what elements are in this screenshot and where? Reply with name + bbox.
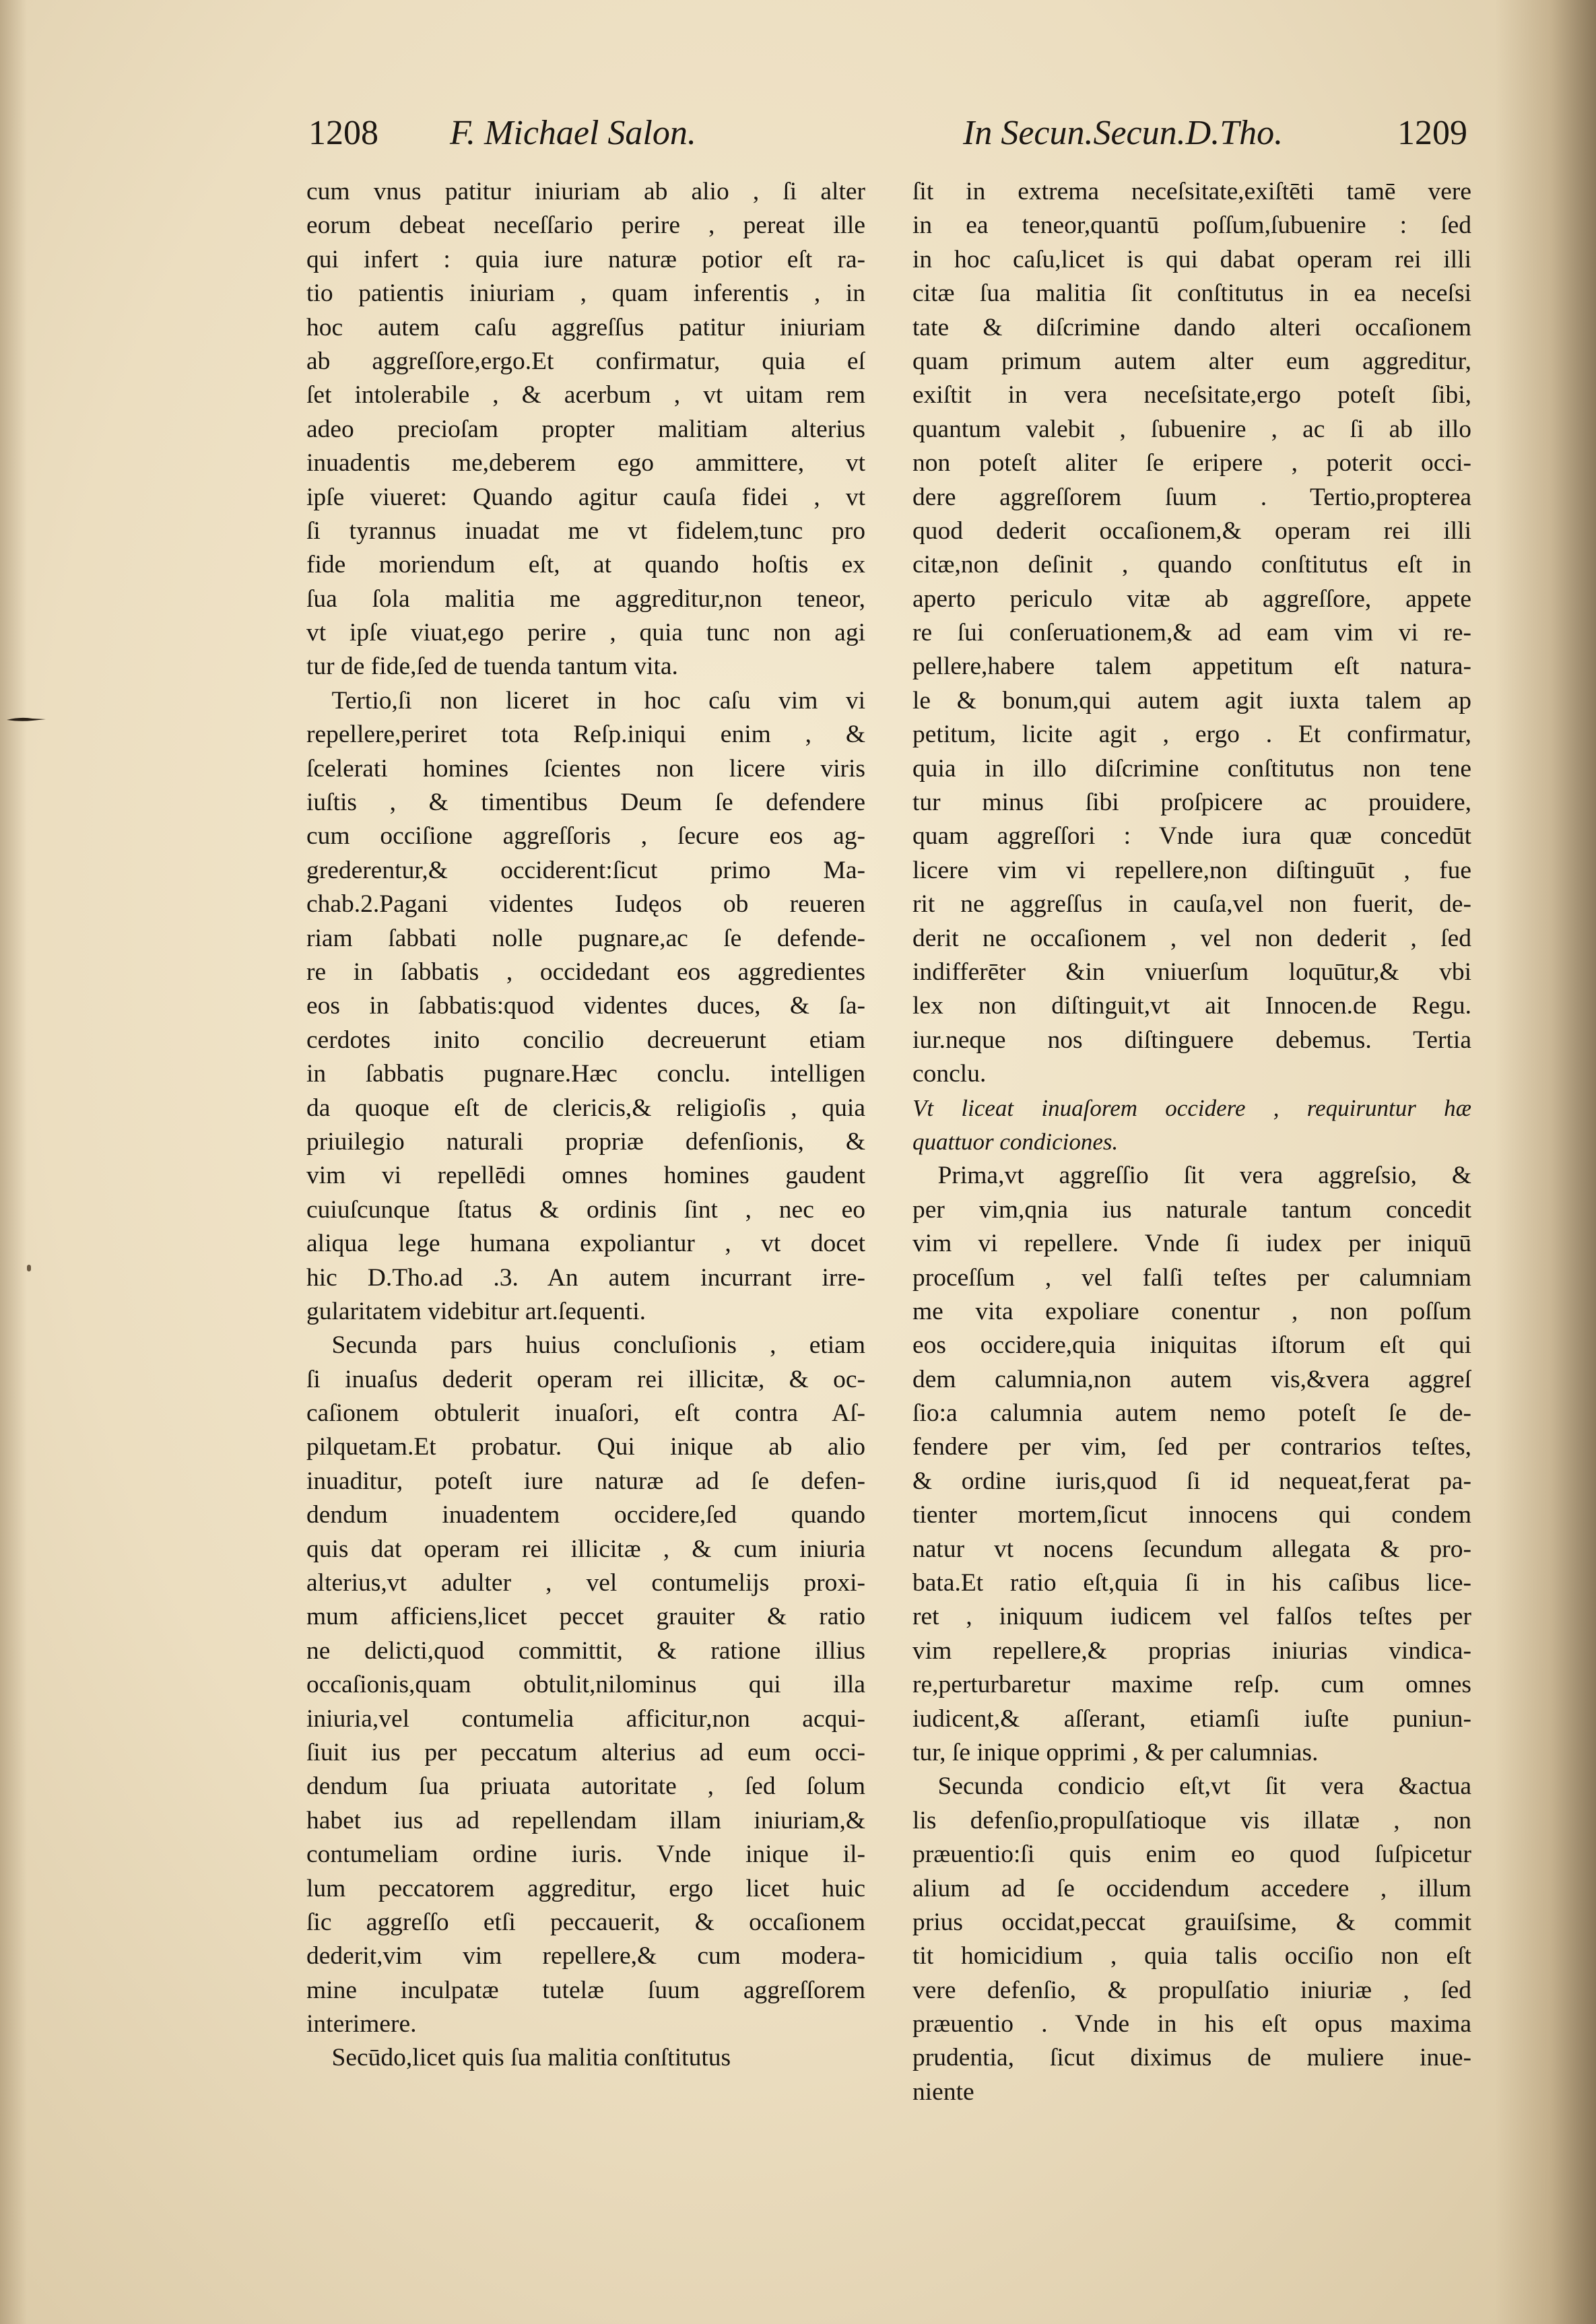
text-line: riam ſabbati nolle pugnare,ac ſe defende- [306,924,865,952]
text-line: præuentio:ſi quis enim eo quod ſuſpicetur [912,1840,1471,1869]
text-line: in hoc caſu,licet is qui dabat operam rei illi [912,245,1471,273]
text-line: repellere,periret tota Reſp.iniqui enim , & [306,721,865,749]
text-line: mum afficiens,licet peccet grauiter & ratio [306,1603,865,1631]
text-line: tur, ſe inique opprimi , & per calumnias. [912,1738,1319,1766]
text-line: alium ad ſe occidendum accedere , illum [912,1874,1471,1902]
text-line: tur minus ſibi proſpicere ac prouidere, [912,789,1471,817]
text-line: quam aggreſſori : Vnde iura quæ concedūt [912,822,1471,851]
text-line: inuadentis me,deberem ego ammittere, vt [306,449,865,477]
text-line: inuaditur, poteſt iure naturæ ad ſe defen- [306,1467,865,1495]
section-heading-line: Vt liceat inuaſorem occidere , requiruntur hæ [912,1094,1471,1121]
text-line: mine inculpatæ tutelæ ſuum aggreſſorem [306,1976,865,2004]
text-line: priuilegio naturali propriæ defenſionis, & [306,1127,865,1156]
text-line: exiſtit in vera neceſsitate,ergo poteſt ſibi, [912,381,1471,409]
text-line: Secunda pars huius concluſionis , etiam [306,1331,865,1360]
text-line: interimere. [306,2010,417,2038]
text-line: cuiuſcunque ſtatus & ordinis ſint , nec eo [306,1195,865,1224]
text-line: ret , iniquum iudicem vel falſos teſtes per [912,1603,1471,1631]
text-line: quam primum autem alter eum aggreditur, [912,347,1471,375]
text-line: lum peccatorem aggreditur, ergo licet huic [306,1874,865,1902]
left-text-column [306,175,865,2076]
text-line: da quoque eſt de clericis,& religioſis , quia [306,1094,865,1122]
text-line: tit homicidium , quia talis occiſio non eſt [912,1942,1471,1970]
text-line: ſi tyrannus inuadat me vt fidelem,tunc pro [306,517,865,545]
text-line: ſi inuaſus dederit operam rei illicitæ, & oc- [306,1365,865,1393]
text-line: citæ,non deſinit , quando conſtitutus eſt in [912,551,1471,579]
text-line: tate & diſcrimine dando alteri occaſionem [912,313,1471,341]
text-line: prius occidat,peccat grauiſsime, & commit [912,1908,1471,1936]
text-line: re,perturbaretur maxime reſp. cum omnes [912,1671,1471,1699]
text-line: lex non diſtinguit,vt ait Innocen.de Regu. [912,992,1471,1020]
text-line: præuentio . Vnde in his eſt opus maxima [912,2010,1471,2038]
text-line: bata.Et ratio eſt,quia ſi in his caſibus lice- [912,1569,1471,1597]
text-line: habet ius ad repellendam illam iniuriam,& [306,1806,865,1834]
text-line: quod dederit occaſionem,& operam rei illi [912,517,1471,545]
right-running-title: In Secun.Secun.D.Tho. [963,114,1284,152]
text-line: hic D.Tho.ad .3. An autem incurrant irre- [306,1263,865,1292]
left-running-title: F. Michael Salon. [450,114,696,152]
text-line: ſiuit ius per peccatum alterius ad eum occi- [306,1738,865,1766]
text-line: ne delicti,quod committit, & ratione illius [306,1636,865,1665]
text-line: Tertio,ſi non liceret in hoc caſu vim vi [306,686,865,715]
text-line: prudentia, ſicut diximus de muliere inue- [912,2044,1471,2072]
text-line: pilquetam.Et probatur. Qui inique ab alio [306,1433,865,1461]
text-line: derit ne occaſionem , vel non dederit , ſed [912,924,1471,952]
text-line: Secūdo,licet quis ſua malitia conſtitutus [306,2044,731,2072]
text-line: le & bonum,qui autem agit iuxta talem ap [912,686,1471,715]
text-line: non poteſt aliter ſe eripere , poterit occi- [912,449,1471,477]
text-line: vere defenſio, & propulſatio iniuriæ , ſed [912,1976,1471,2004]
text-line: ſcelerati homines ſcientes non licere viris [306,754,865,783]
text-line: per vim,qnia ius naturale tantum concedit [912,1195,1471,1224]
text-line: cum occiſione aggreſſoris , ſecure eos ag- [306,822,865,851]
text-line: qui infert : quia iure naturæ potior eſt ra- [306,245,865,273]
text-line: dendum ſua priuata autoritate , ſed ſolum [306,1772,865,1801]
text-line: rit ne aggreſſus in cauſa,vel non fuerit, de- [912,890,1471,919]
text-line: fide moriendum eſt, at quando hoſtis ex [306,551,865,579]
text-line: vim vi repellēdi omnes homines gaudent [306,1162,865,1190]
margin-ink-dot [27,1265,31,1271]
text-line: petitum, licite agit , ergo . Et confirmatur, [912,721,1471,749]
text-line: indifferēter &in vniuerſum loquūtur,& vbi [912,958,1471,986]
text-line: in ſabbatis pugnare.Hæc conclu. intelligen [306,1060,865,1088]
text-line: in ea teneor,quantū poſſum,ſubuenire : ſed [912,211,1471,240]
text-line: quia in illo diſcrimine conſtitutus non tene [912,754,1471,783]
text-line: occaſionis,quam obtulit,nilominus qui illa [306,1671,865,1699]
right-text-column [912,175,1471,2109]
text-line: quis dat operam rei illicitæ , & cum iniuria [306,1535,865,1563]
text-line: caſionem obtulerit inuaſori, eſt contra Aſ- [306,1399,865,1428]
text-line: niente [912,2078,974,2106]
right-page-number: 1209 [1397,114,1467,152]
text-line: tio patientis iniuriam , quam inferentis , in [306,279,865,308]
text-line: proceſſum , vel falſi teſtes per calumniam [912,1263,1471,1292]
text-line: gularitatem videbitur art.ſequenti. [306,1297,646,1325]
text-line: aperto periculo vitæ ab aggreſſore, appete [912,585,1471,613]
text-line: chab.2.Pagani videntes Iudęos ob reueren [306,890,865,919]
text-line: contumeliam ordine iuris. Vnde inique il- [306,1840,865,1869]
binding-shadow [1495,0,1596,2324]
text-line: re ſui conſeruationem,& ad eam vim vi re- [912,619,1471,647]
text-line: grederentur,& occiderent:ſicut primo Ma- [306,856,865,884]
text-line: tienter mortem,ſicut innocens qui condem [912,1501,1471,1529]
text-line: ſet intolerabile , & acerbum , vt uitam rem [306,381,865,409]
text-line: & ordine iuris,quod ſi id nequeat,ferat pa- [912,1467,1471,1495]
text-line: dem calumnia,non autem vis,&vera aggreſ [912,1365,1471,1393]
text-line: me vita expoliare conentur , non poſſum [912,1297,1471,1325]
text-line: ab aggreſſore,ergo.Et confirmatur, quia eſ [306,347,865,375]
text-line: vim vi repellere. Vnde ſi iudex per iniquū [912,1230,1471,1258]
text-line: eos occidere,quia iniquitas iſtorum eſt qui [912,1331,1471,1360]
text-line: iuſtis , & timentibus Deum ſe defendere [306,789,865,817]
text-line: tur de fide,ſed de tuenda tantum vita. [306,653,678,681]
text-line: dendum inuadentem occidere,ſed quando [306,1501,865,1529]
text-line: cum vnus patitur iniuriam ab alio , ſi alter [306,178,865,205]
text-line: eos in ſabbatis:quod videntes duces, & ſa- [306,992,865,1020]
text-line: adeo precioſam propter malitiam alterius [306,415,865,443]
text-line: ſio:a calumnia autem nemo poteſt ſe de- [912,1399,1471,1428]
text-line: iudicent,& aſſerant, etiamſi iuſte puniun- [912,1704,1471,1733]
text-line: ſit in extrema neceſsitate,exiſtēti tamē vere [912,178,1471,205]
text-line: iur.neque nos diſtinguere debemus. Tertia [912,1026,1471,1054]
text-line: ſua ſola malitia me aggreditur,non teneor, [306,585,865,613]
text-line: vim repellere,& proprias iniurias vindica- [912,1636,1471,1665]
text-line: natur vt nocens ſecundum allegata & pro- [912,1535,1471,1563]
text-line: iniuria,vel contumelia afficitur,non acqui- [306,1704,865,1733]
section-heading-line: quattuor condiciones. [912,1128,1119,1155]
left-page-number: 1208 [308,114,378,152]
text-line: quantum valebit , ſubuenire , ac ſi ab illo [912,415,1471,443]
page-left-edge [0,0,27,2324]
text-line: Prima,vt aggreſſio ſit vera aggreſsio, & [912,1162,1471,1190]
text-line: re in ſabbatis , occidedant eos aggredientes [306,958,865,986]
text-line: vt ipſe viuat,ego perire , quia tunc non agi [306,619,865,647]
text-line: conclu. [912,1060,987,1088]
text-line: ipſe viueret: Quando agitur cauſa fidei , vt [306,483,865,511]
text-line: citæ ſua malitia ſit conſtitutus in ea neceſsi [912,279,1471,308]
text-line: hoc autem caſu aggreſſus patitur iniuriam [306,313,865,341]
text-line: alterius,vt adulter , vel contumelijs proxi- [306,1569,865,1597]
text-line: aliqua lege humana expoliantur , vt docet [306,1230,865,1258]
text-line: fendere per vim, ſed per contrarios teſtes, [912,1433,1471,1461]
text-line: licere vim vi repellere,non diſtinguūt , fue [912,856,1471,884]
text-line: eorum debeat neceſſario perire , pereat ille [306,211,865,240]
text-line: lis defenſio,propulſatioque vis illatæ , non [912,1806,1471,1834]
text-line: ſic aggreſſo etſi peccauerit, & occaſionem [306,1908,865,1936]
text-line: Secunda condicio eſt,vt ſit vera &actua [912,1772,1471,1801]
text-line: pellere,habere talem appetitum eſt natura- [912,653,1471,681]
text-line: dederit,vim vim repellere,& cum modera- [306,1942,865,1970]
marginal-pointer-mark [7,716,46,723]
text-line: dere aggreſſorem ſuum . Tertio,propterea [912,483,1471,511]
text-line: cerdotes inito concilio decreuerunt etiam [306,1026,865,1054]
